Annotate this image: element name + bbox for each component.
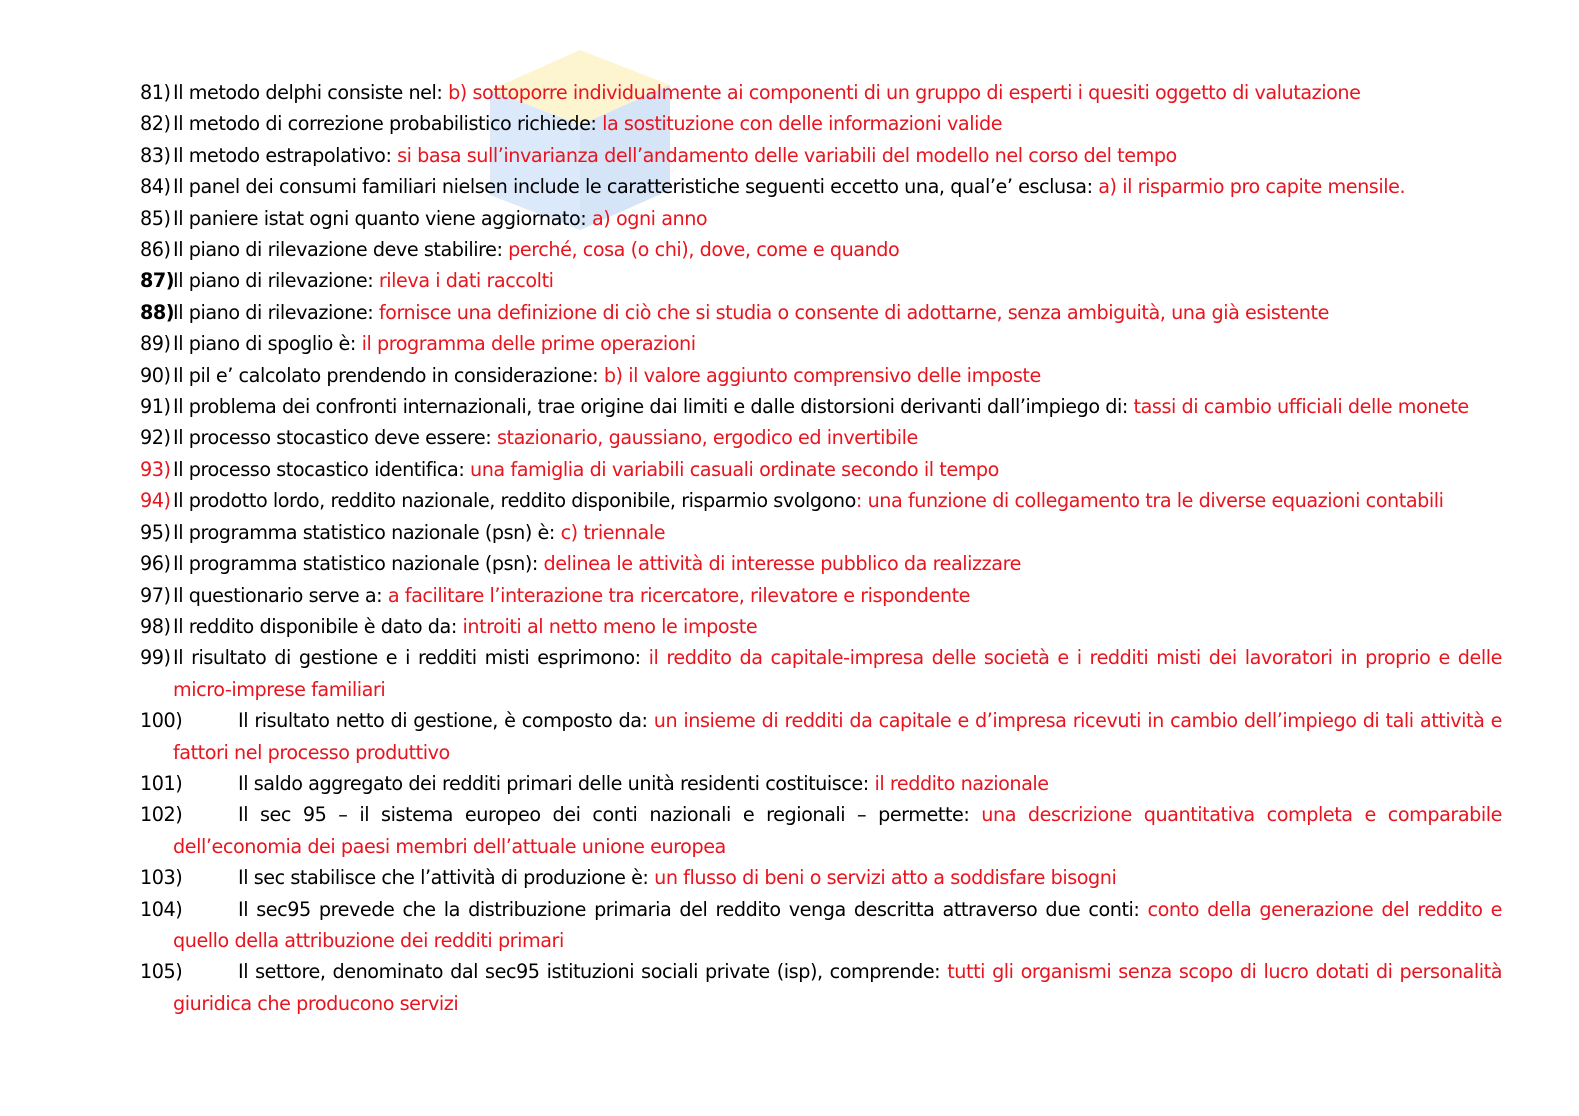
item-number: 101): [140, 771, 183, 795]
answer-text: c) triennale: [560, 520, 666, 544]
answer-text: un insieme di redditi da capitale e d’impresa ricevuti in cambio dell’impiego di tali attività e fattori nel processo produttivo: [173, 709, 1502, 764]
list-item: [140, 956, 1502, 1019]
list-item: [140, 171, 1502, 202]
question-text: Il saldo aggregato dei redditi primari delle unità residenti costituisce:: [238, 771, 875, 795]
question-text: Il metodo estrapolativo:: [173, 143, 398, 167]
item-number: 81): [140, 81, 171, 104]
item-number: 103): [140, 866, 183, 890]
answer-text: b) sottoporre individualmente ai componenti di un gruppo di esperti i quesiti oggetto di valutazione: [448, 81, 1361, 104]
answer-text: la sostituzione con delle informazioni valide: [602, 112, 1003, 136]
list-item: [140, 391, 1502, 422]
answer-text: una famiglia di variabili casuali ordinate secondo il tempo: [470, 457, 999, 481]
item-number: 96): [140, 552, 171, 576]
list-item: [140, 297, 1502, 328]
question-text: Il pil e’ calcolato prendendo in considerazione:: [173, 363, 604, 387]
item-number: 94): [140, 489, 171, 513]
item-number: 89): [140, 332, 171, 356]
list-item: [140, 485, 1502, 516]
list-item: [140, 894, 1502, 957]
answer-text: a) ogni anno: [591, 206, 708, 230]
item-number: 88): [140, 300, 175, 324]
question-text: Il metodo di correzione probabilistico richiede:: [173, 112, 603, 136]
question-text: Il settore, denominato dal sec95 istituzioni sociali private (isp), comprende:: [238, 960, 948, 984]
answer-text: una descrizione quantitativa completa e comparabile dell’economia dei paesi membri dell’attuale unione europea: [173, 803, 1502, 858]
question-text: Il risultato netto di gestione, è composto da:: [238, 709, 654, 733]
list-item: [140, 580, 1502, 611]
list-item: [140, 328, 1502, 359]
answer-text: tutti gli organismi senza scopo di lucro dotati di personalità giuridica che producono servizi: [173, 960, 1503, 1015]
item-number: 85): [140, 206, 171, 230]
item-number: 102): [140, 803, 183, 827]
list-item: [140, 422, 1502, 453]
list-item: [140, 768, 1502, 799]
list-item: [140, 611, 1502, 642]
question-text: Il sec95 prevede che la distribuzione primaria del reddito venga descritta attraverso due conti:: [238, 897, 1148, 921]
question-text: Il processo stocastico deve essere:: [173, 426, 497, 450]
list-item: [140, 140, 1502, 171]
list-item: [140, 862, 1502, 893]
answer-text: delinea le attività di interesse pubblico da realizzare: [543, 552, 1021, 576]
question-text: Il sec stabilisce che l’attività di produzione è:: [238, 866, 655, 890]
item-number: 86): [140, 238, 171, 262]
list-item: [140, 799, 1502, 862]
answer-text: si basa sull’invarianza dell’andamento delle variabili del modello nel corso del tempo: [397, 143, 1177, 167]
question-text: Il programma statistico nazionale (psn) è:: [173, 520, 561, 544]
item-number: 87): [140, 269, 175, 293]
item-number: 84): [140, 175, 171, 199]
item-number: 90): [140, 363, 171, 387]
list-item: [140, 203, 1502, 234]
list-item: [140, 108, 1502, 139]
item-number: 104): [140, 897, 183, 921]
list-item: [140, 517, 1502, 548]
question-text: Il sec 95 – il sistema europeo dei conti nazionali e regionali – permette:: [238, 803, 982, 827]
answer-text: b) il valore aggiunto comprensivo delle imposte: [603, 363, 1041, 387]
list-item: [140, 77, 1502, 108]
question-text: Il risultato di gestione e i redditi misti esprimono:: [173, 646, 649, 670]
list-item: [140, 705, 1502, 768]
answer-text: a facilitare l’interazione tra ricercatore, rilevatore e rispondente: [387, 583, 971, 607]
question-text: Il problema dei confronti internazionali, trae origine dai limiti e dalle distorsioni derivanti dall’impiego di:: [173, 395, 1134, 419]
item-number: 98): [140, 614, 171, 638]
answer-text: il programma delle prime operazioni: [361, 332, 696, 356]
question-text: Il paniere istat ogni quanto viene aggiornato:: [173, 206, 592, 230]
question-text: Il questionario serve a:: [173, 583, 388, 607]
question-text: Il programma statistico nazionale (psn):: [173, 552, 544, 576]
answer-text: tassi di cambio ufficiali delle monete: [1133, 395, 1469, 419]
list-item: [140, 454, 1502, 485]
question-text: Il piano di rilevazione:: [173, 300, 379, 324]
question-text: Il piano di rilevazione deve stabilire:: [173, 238, 509, 262]
question-text: Il processo stocastico identifica:: [173, 457, 471, 481]
item-number: 97): [140, 583, 171, 607]
answer-text: il reddito nazionale: [874, 771, 1049, 795]
question-text: Il reddito disponibile è dato da:: [173, 614, 463, 638]
question-text: Il panel dei consumi familiari nielsen include le caratteristiche seguenti eccetto una, qual’e’ esclusa:: [173, 175, 1099, 199]
item-number: 83): [140, 143, 171, 167]
question-list: [140, 77, 1502, 1019]
item-number: 105): [140, 960, 183, 984]
item-number: 92): [140, 426, 171, 450]
item-number: 93): [140, 457, 171, 481]
list-item: [140, 642, 1502, 705]
item-number: 95): [140, 520, 171, 544]
question-text: Il prodotto lordo, reddito nazionale, reddito disponibile, risparmio svolgono: [173, 489, 856, 513]
item-number: 82): [140, 112, 171, 136]
question-text: Il metodo delphi consiste nel:: [173, 81, 449, 104]
answer-text: perché, cosa (o chi), dove, come e quando: [508, 238, 900, 262]
list-item: [140, 265, 1502, 296]
answer-text: a) il risparmio pro capite mensile.: [1098, 175, 1406, 199]
colon-separator: :: [855, 489, 868, 513]
list-item: [140, 360, 1502, 391]
answer-text: fornisce una definizione di ciò che si studia o consente di adottarne, senza ambiguità, una già esistente: [378, 300, 1329, 324]
item-number: 91): [140, 395, 171, 419]
list-item: [140, 234, 1502, 265]
list-item: [140, 548, 1502, 579]
answer-text: il reddito da capitale-impresa delle società e i redditi misti dei lavoratori in proprio e delle micro-imprese familiari: [173, 646, 1502, 701]
answer-text: un flusso di beni o servizi atto a soddisfare bisogni: [654, 866, 1117, 890]
answer-text: stazionario, gaussiano, ergodico ed invertibile: [496, 426, 918, 450]
item-number: 100): [140, 709, 183, 733]
answer-text: rileva i dati raccolti: [378, 269, 554, 293]
item-number: 99): [140, 646, 171, 670]
question-text: Il piano di spoglio è:: [173, 332, 362, 356]
answer-text: una funzione di collegamento tra le diverse equazioni contabili: [867, 489, 1444, 513]
answer-text: conto della generazione del reddito e quello della attribuzione dei redditi primari: [173, 897, 1502, 952]
question-text: Il piano di rilevazione:: [173, 269, 379, 293]
answer-text: introiti al netto meno le imposte: [462, 614, 758, 638]
